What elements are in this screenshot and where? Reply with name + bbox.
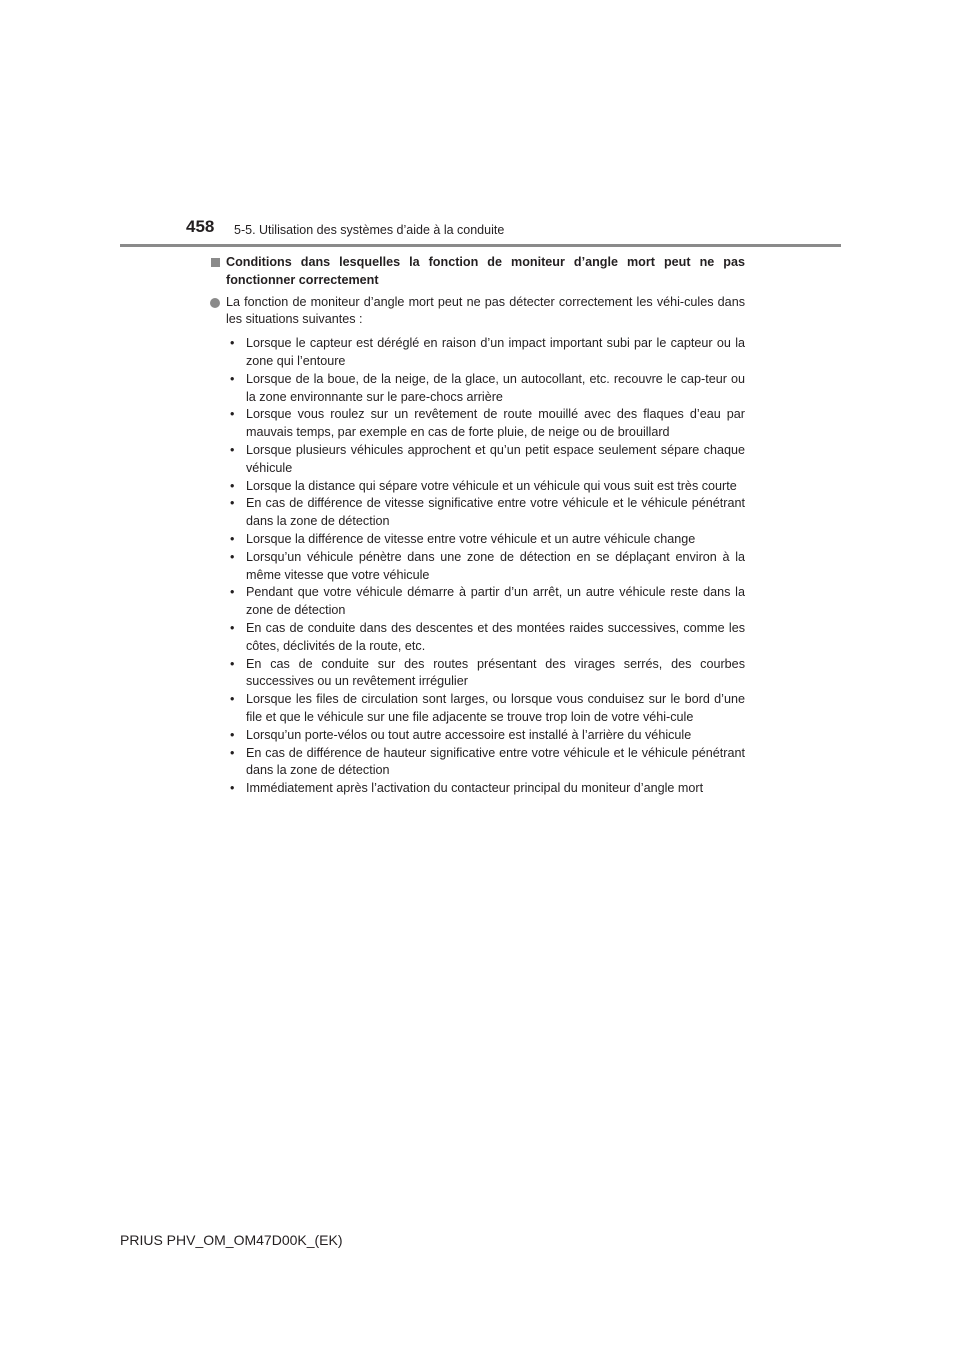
bullet-dot-icon: •	[230, 478, 235, 493]
bullet-dot-icon: •	[230, 531, 235, 546]
page-number: 458	[186, 217, 215, 236]
list-item	[226, 442, 745, 478]
bullet-dot-icon: •	[230, 692, 235, 707]
section-heading	[210, 254, 745, 290]
bullet-dot-icon: •	[230, 496, 235, 511]
bullet-dot-icon: •	[230, 549, 235, 564]
list-item-text: En cas de conduite sur des routes présentant des virages serrés, des courbes successives ou un revêtement irrégulier	[246, 656, 745, 689]
list-item	[226, 495, 745, 531]
header-divider	[120, 244, 841, 247]
bullet-dot-icon: •	[230, 656, 235, 671]
list-item	[226, 584, 745, 620]
bullet-dot-icon: •	[230, 336, 235, 351]
list-item	[226, 656, 745, 692]
list-item-text: Pendant que votre véhicule démarre à partir d’un arrêt, un autre véhicule reste dans la zone de détection	[246, 585, 745, 618]
list-item-text: En cas de conduite dans des descentes et des montées raides successives, comme les côtes, déclivités de la route, etc.	[246, 620, 745, 653]
intro-paragraph	[210, 294, 745, 330]
bullet-dot-icon: •	[230, 585, 235, 600]
bullet-dot-icon: •	[230, 620, 235, 635]
list-item-text: Lorsque plusieurs véhicules approchent et qu’un petit espace seulement sépare chaque véhicule	[246, 442, 745, 475]
list-item	[226, 371, 745, 407]
list-item-text: Lorsque la différence de vitesse entre votre véhicule et un autre véhicule change	[246, 531, 696, 546]
circle-bullet-icon	[210, 298, 220, 308]
list-item-text: Lorsque vous roulez sur un revêtement de route mouillé avec des flaques d’eau par mauvais temps, par exemple en cas de forte pluie, de neige ou de brouillard	[246, 407, 745, 440]
list-item	[226, 691, 745, 727]
list-item	[226, 727, 745, 745]
list-item-text: En cas de différence de vitesse significative entre votre véhicule et le véhicule pénétrant dans la zone de détection	[246, 496, 745, 529]
list-item-text: Lorsque de la boue, de la neige, de la glace, un autocollant, etc. recouvre le cap-teur ou la zone environnante sur le pare-chocs arrière	[246, 371, 745, 404]
list-item	[226, 478, 745, 496]
section-heading-text: Conditions dans lesquelles la fonction de moniteur d’angle mort peut ne pas fonctionner correctement	[226, 255, 745, 287]
bullet-dot-icon: •	[230, 745, 235, 760]
list-item-text: Lorsqu’un véhicule pénètre dans une zone de détection en se déplaçant environ à la même vitesse que votre véhicule	[246, 549, 745, 582]
bullet-dot-icon: •	[230, 407, 235, 422]
section-title: 5-5. Utilisation des systèmes d’aide à la conduite	[234, 223, 505, 237]
list-item	[226, 531, 745, 549]
bullet-dot-icon: •	[230, 442, 235, 457]
list-item	[226, 406, 745, 442]
list-item	[226, 620, 745, 656]
bullet-dot-icon: •	[230, 727, 235, 742]
list-item	[226, 549, 745, 585]
list-item-text: Lorsque la distance qui sépare votre véhicule et un véhicule qui vous suit est très courte	[246, 478, 737, 493]
list-item	[226, 780, 745, 798]
list-item	[226, 335, 745, 371]
bullet-dot-icon: •	[230, 781, 235, 796]
intro-text: La fonction de moniteur d’angle mort peut ne pas détecter correctement les véhi-cules dans les situations suivantes :	[226, 294, 745, 327]
list-item-text: Lorsque les files de circulation sont larges, ou lorsque vous conduisez sur le bord d’une file et que le véhicule sur une file adjacente se trouve trop loin de votre véhi-cule	[246, 692, 745, 724]
list-item	[226, 745, 745, 781]
list-item-text: Lorsque le capteur est déréglé en raison d’un impact important subi par le capteur ou la zone qui l’entoure	[246, 336, 745, 368]
main-content	[210, 254, 745, 798]
document-code: PRIUS PHV_OM_OM47D00K_(EK)	[120, 1232, 343, 1248]
conditions-list	[210, 335, 745, 798]
bullet-dot-icon: •	[230, 371, 235, 386]
list-item-text: Lorsqu’un porte-vélos ou tout autre accessoire est installé à l’arrière du véhicule	[246, 727, 692, 742]
list-item-text: Immédiatement après l’activation du contacteur principal du moniteur d’angle mort	[246, 781, 704, 796]
list-item-text: En cas de différence de hauteur significative entre votre véhicule et le véhicule pénétrant dans la zone de détection	[246, 745, 745, 778]
square-bullet-icon	[211, 258, 220, 267]
